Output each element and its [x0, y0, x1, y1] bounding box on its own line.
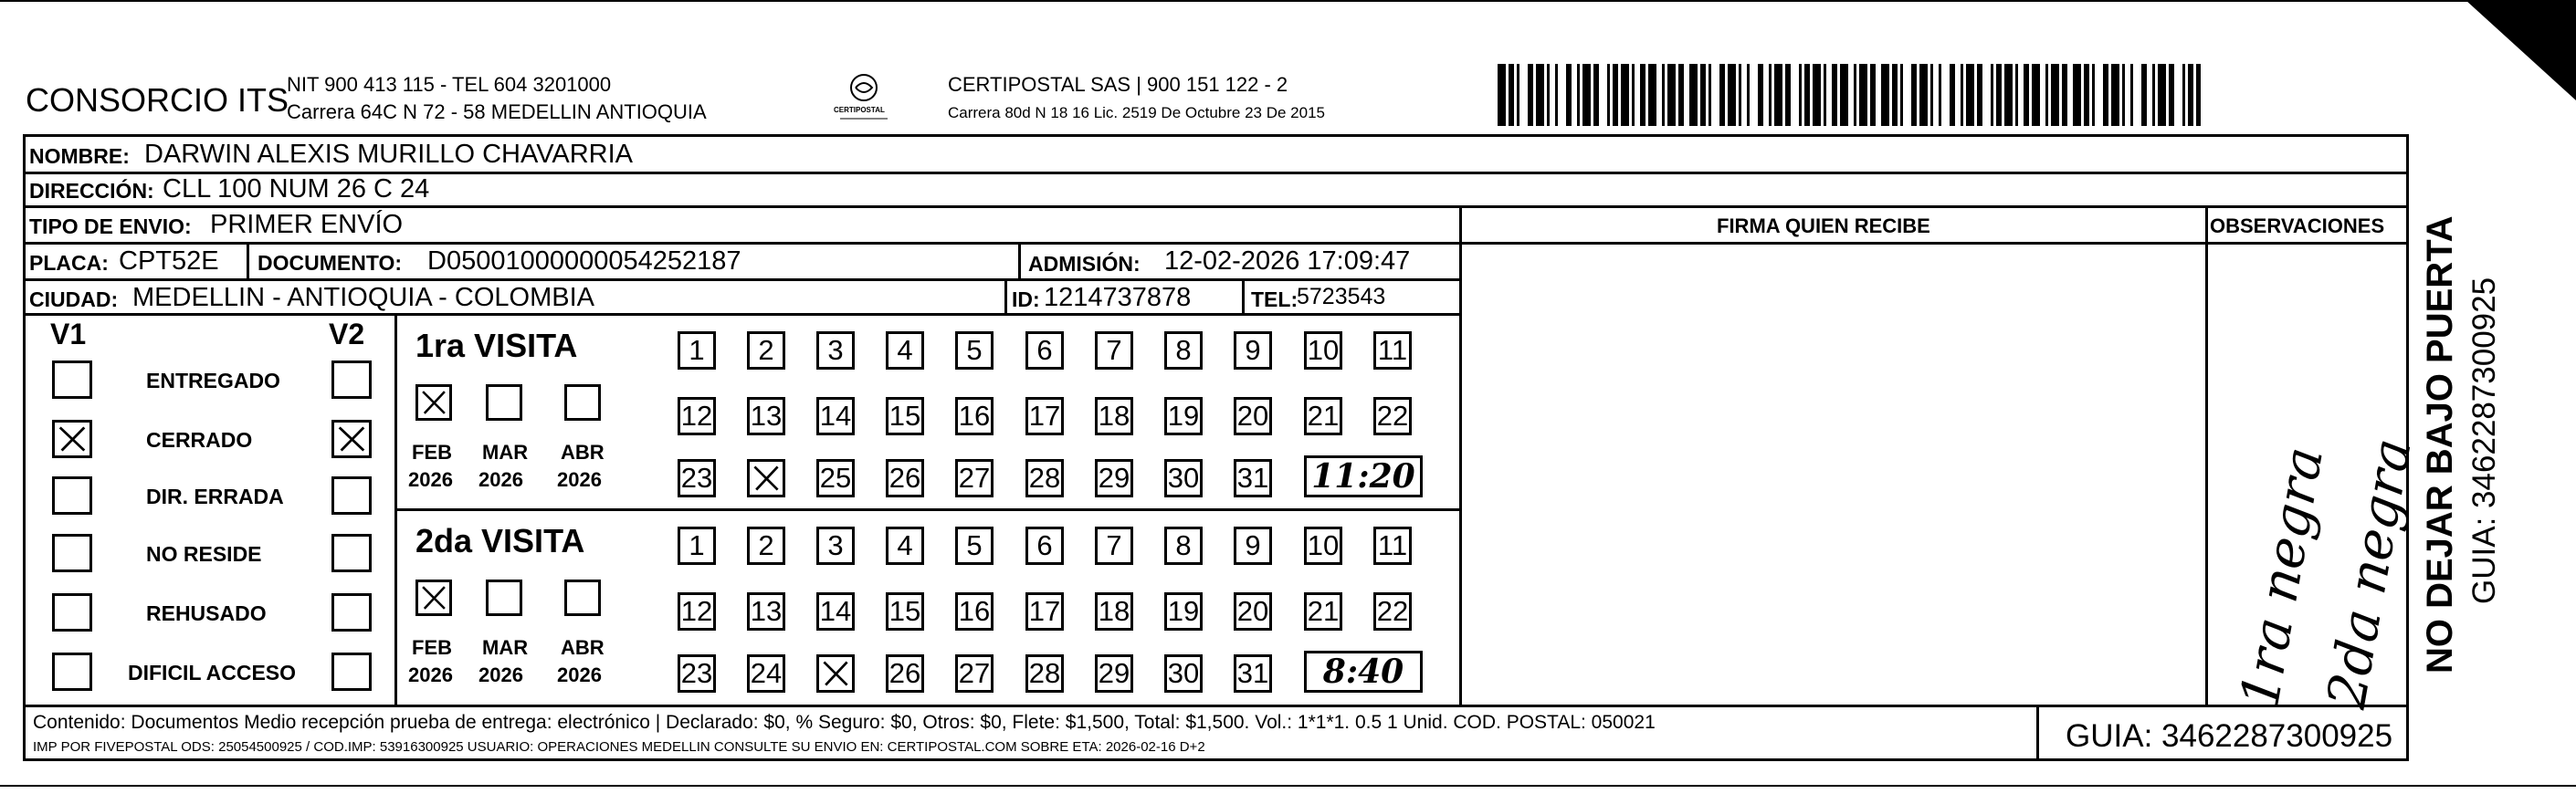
day-box[interactable]: 3 — [816, 331, 855, 370]
barcode-bar — [1785, 64, 1791, 126]
documento-value: D05001000000054252187 — [427, 246, 741, 276]
day-box[interactable]: 20 — [1234, 592, 1272, 631]
footer-print-info: IMP POR FIVEPOSTAL ODS: 25054500925 / COD.IMP: 53916300925 USUARIO: OPERACIONES MEDELLIN CONSULTE SU ENVIO EN: CERTIPOSTAL.COM SOBRE ETA: 2026-02-16 D+2 — [33, 739, 1205, 755]
tipo-envio-value: PRIMER ENVÍO — [210, 210, 404, 239]
logo-caption: CERTIPOSTAL — [834, 106, 885, 114]
page-bottom-edge — [0, 785, 2576, 787]
day-box[interactable] — [816, 654, 855, 693]
visit-month-label: MAR — [482, 441, 529, 464]
status-label: DIR. ERRADA — [146, 485, 284, 508]
day-box[interactable]: 23 — [678, 654, 716, 693]
placa-label: PLACA: — [29, 251, 109, 275]
footer-guia: GUIA: 3462287300925 — [2066, 718, 2393, 754]
day-box[interactable]: 31 — [1234, 459, 1272, 497]
direccion-value: CLL 100 NUM 26 C 24 — [163, 174, 430, 204]
barcode-bar — [2158, 64, 2166, 126]
visit-month-year: 2026 — [408, 468, 453, 491]
certipostal-line1: CERTIPOSTAL SAS | 900 151 122 - 2 — [948, 73, 1288, 96]
ciudad-label: CIUDAD: — [29, 287, 119, 311]
tel-label: TEL: — [1251, 287, 1299, 311]
barcode-bar — [1728, 64, 1736, 126]
status-checkbox-v2[interactable] — [331, 360, 372, 399]
ciudad-value: MEDELLIN - ANTIOQUIA - COLOMBIA — [132, 283, 594, 312]
company-address: Carrera 64C N 72 - 58 MEDELLIN ANTIOQUIA — [287, 100, 707, 123]
day-box[interactable]: 16 — [955, 592, 994, 631]
page-top-edge — [0, 0, 2502, 2]
tipo-envio-label: TIPO DE ENVIO: — [29, 214, 192, 238]
barcode-bar — [2092, 64, 2095, 126]
visit-month-checkbox[interactable] — [486, 580, 522, 616]
barcode-bar — [1977, 64, 1982, 126]
day-box[interactable]: 3 — [816, 527, 855, 565]
day-box[interactable]: 2 — [747, 527, 785, 565]
barcode-bar — [1854, 64, 1856, 126]
id-label: ID: — [1012, 287, 1040, 311]
day-box[interactable]: 11 — [1373, 331, 1412, 370]
placa-value: CPT52E — [119, 246, 219, 276]
day-box[interactable]: 26 — [886, 459, 924, 497]
day-box[interactable]: 9 — [1234, 527, 1272, 565]
day-box[interactable]: 30 — [1164, 459, 1203, 497]
side-guia: GUIA: 3462287300925 — [2466, 277, 2502, 604]
day-box[interactable]: 22 — [1373, 397, 1412, 435]
observaciones-label: OBSERVACIONES — [2210, 214, 2385, 237]
row-line — [23, 313, 1461, 316]
row-line — [23, 278, 1461, 281]
col-line — [247, 242, 249, 278]
barcode-bar — [1536, 64, 1544, 126]
day-box[interactable]: 13 — [747, 397, 785, 435]
barcode-bar — [1528, 64, 1533, 126]
barcode-bar — [1632, 64, 1635, 126]
col-line — [2205, 205, 2208, 705]
barcode-bar — [1747, 64, 1750, 126]
barcode-bar — [1892, 64, 1898, 126]
col-line — [1018, 242, 1021, 278]
day-box[interactable]: 19 — [1164, 592, 1203, 631]
barcode-bar — [2062, 64, 2067, 126]
documento-label: DOCUMENTO: — [258, 251, 403, 275]
day-box[interactable]: 21 — [1304, 592, 1342, 631]
status-checkbox-v2[interactable] — [331, 653, 372, 691]
row-line — [23, 205, 2409, 208]
status-checkbox-v1[interactable] — [52, 360, 92, 399]
barcode-bar — [2111, 64, 2119, 126]
day-box[interactable]: 28 — [1025, 654, 1064, 693]
visit-month-label: ABR — [561, 636, 605, 659]
status-checkbox-v2[interactable] — [331, 534, 372, 572]
id-value: 1214737878 — [1044, 283, 1192, 312]
day-box[interactable]: 6 — [1025, 527, 1064, 565]
barcode-bar — [1911, 64, 1917, 126]
day-box[interactable]: 18 — [1095, 592, 1133, 631]
barcode-bar — [1996, 64, 2002, 126]
company-name: CONSORCIO ITS — [26, 81, 289, 119]
status-checkbox-v1[interactable] — [52, 534, 92, 572]
barcode-bar — [1566, 64, 1572, 126]
barcode-bar — [1832, 64, 1837, 126]
day-box[interactable]: 14 — [816, 592, 855, 631]
side-warning: NO DEJAR BAJO PUERTA — [2420, 215, 2460, 674]
barcode-bar — [2073, 64, 2081, 126]
visit-month-label: FEB — [412, 636, 452, 659]
row-line — [23, 242, 2409, 245]
company-nit: NIT 900 413 115 - TEL 604 3201000 — [287, 73, 612, 96]
barcode-bar — [1709, 64, 1711, 126]
barcode-bar — [2045, 64, 2048, 126]
day-box[interactable]: 6 — [1025, 331, 1064, 370]
visit-month-checkbox[interactable] — [486, 384, 522, 421]
barcode-bar — [1799, 64, 1802, 126]
barcode-bar — [1555, 64, 1558, 126]
day-box[interactable]: 17 — [1025, 592, 1064, 631]
day-box[interactable]: 17 — [1025, 397, 1064, 435]
barcode-bar — [1919, 64, 1928, 126]
barcode-bar — [1813, 64, 1821, 126]
visit-month-checkbox[interactable] — [564, 580, 601, 616]
barcode-bar — [1804, 64, 1810, 126]
day-box[interactable]: 31 — [1234, 654, 1272, 693]
barcode-bar — [1547, 64, 1550, 126]
certipostal-line2: Carrera 80d N 18 16 Lic. 2519 De Octubre 23 De 2015 — [948, 104, 1325, 121]
col-line — [1004, 278, 1007, 313]
day-box[interactable]: 15 — [886, 397, 924, 435]
barcode-bar — [1881, 64, 1889, 126]
visit-title: 1ra VISITA — [415, 327, 578, 364]
nombre-label: NOMBRE: — [29, 144, 130, 168]
status-label: CERRADO — [146, 428, 253, 452]
day-box[interactable]: 30 — [1164, 654, 1203, 693]
day-box[interactable]: 7 — [1095, 527, 1133, 565]
col-line — [1459, 205, 1462, 705]
barcode-bar — [2196, 64, 2201, 126]
barcode — [1498, 64, 2201, 126]
day-box[interactable]: 10 — [1304, 527, 1342, 565]
barcode-bar — [1640, 64, 1645, 126]
barcode-bar — [1859, 64, 1867, 126]
day-box[interactable]: 21 — [1304, 397, 1342, 435]
visit-month-year: 2026 — [478, 663, 523, 686]
col-line — [2036, 705, 2039, 761]
barcode-bar — [2084, 64, 2089, 126]
barcode-bar — [1774, 64, 1782, 126]
barcode-bar — [1870, 64, 1876, 126]
barcode-bar — [1689, 64, 1698, 126]
barcode-bar — [2130, 64, 2133, 126]
visit-month-label: FEB — [412, 441, 452, 464]
barcode-bar — [1613, 64, 1618, 126]
day-box[interactable]: 19 — [1164, 397, 1203, 435]
visit-month-label: ABR — [561, 441, 605, 464]
day-box[interactable]: 29 — [1095, 459, 1133, 497]
barcode-bar — [1621, 64, 1629, 126]
day-box[interactable]: 14 — [816, 397, 855, 435]
barcode-bar — [1840, 64, 1848, 126]
day-box[interactable]: 8 — [1164, 527, 1203, 565]
day-box[interactable]: 23 — [678, 459, 716, 497]
day-box[interactable]: 27 — [955, 654, 994, 693]
visit-month-year: 2026 — [557, 468, 602, 491]
v1-label: V1 — [50, 318, 87, 350]
status-checkbox-v1[interactable] — [52, 653, 92, 691]
barcode-bar — [2188, 64, 2193, 126]
barcode-bar — [2182, 64, 2185, 126]
status-label: NO RESIDE — [146, 542, 262, 566]
barcode-bar — [1607, 64, 1610, 126]
day-box[interactable]: 18 — [1095, 397, 1133, 435]
day-box[interactable]: 11 — [1373, 527, 1412, 565]
visit-month-label: MAR — [482, 636, 529, 659]
visit-title: 2da VISITA — [415, 522, 585, 559]
barcode-bar — [1667, 64, 1676, 126]
status-label: REHUSADO — [146, 601, 267, 625]
day-box[interactable]: 20 — [1234, 397, 1272, 435]
barcode-bar — [1758, 64, 1763, 126]
barcode-bar — [2103, 64, 2108, 126]
visit-month-year: 2026 — [557, 663, 602, 686]
handwritten-observation-2: 2da negra — [2315, 434, 2424, 713]
barcode-bar — [2024, 64, 2029, 126]
corner-fold — [2466, 0, 2576, 100]
nombre-value: DARWIN ALEXIS MURILLO CHAVARRIA — [144, 140, 634, 169]
visit-month-checkbox[interactable] — [415, 580, 452, 616]
admision-label: ADMISIÓN: — [1028, 252, 1141, 276]
barcode-bar — [2169, 64, 2174, 126]
day-box[interactable]: 8 — [1164, 331, 1203, 370]
barcode-bar — [1498, 64, 1506, 126]
day-box[interactable]: 5 — [955, 527, 994, 565]
barcode-bar — [1950, 64, 1955, 126]
day-box[interactable]: 4 — [886, 527, 924, 565]
col-line — [394, 313, 397, 705]
day-box[interactable]: 10 — [1304, 331, 1342, 370]
status-checkbox-v2[interactable] — [331, 420, 372, 458]
barcode-bar — [1824, 64, 1826, 126]
day-box[interactable]: 12 — [678, 397, 716, 435]
day-box[interactable]: 13 — [747, 592, 785, 631]
status-label: ENTREGADO — [146, 369, 280, 392]
day-box[interactable]: 1 — [678, 331, 716, 370]
status-checkbox-v2[interactable] — [331, 476, 372, 515]
day-box[interactable]: 15 — [886, 592, 924, 631]
col-line — [1242, 278, 1245, 313]
day-box[interactable]: 29 — [1095, 654, 1133, 693]
barcode-bar — [1577, 64, 1580, 126]
row-line — [23, 705, 2409, 707]
barcode-bar — [2141, 64, 2147, 126]
firma-label: FIRMA QUIEN RECIBE — [1717, 214, 1930, 237]
barcode-bar — [2015, 64, 2018, 126]
barcode-bar — [2152, 64, 2155, 126]
tel-value: 5723543 — [1297, 284, 1386, 309]
day-box[interactable]: 25 — [816, 459, 855, 497]
v2-label: V2 — [329, 318, 365, 350]
row-line — [394, 508, 1461, 511]
day-box[interactable]: 4 — [886, 331, 924, 370]
barcode-bar — [2051, 64, 2059, 126]
day-box[interactable]: 7 — [1095, 331, 1133, 370]
day-box[interactable]: 12 — [678, 592, 716, 631]
day-box[interactable]: 22 — [1373, 592, 1412, 631]
day-box[interactable]: 5 — [955, 331, 994, 370]
footer-contents: Contenido: Documentos Medio recepción prueba de entrega: electrónico | Declarado: $0, % Seguro: $0, Otros: $0, Flete: $1,500, Total: $1,500. Vol.: 1*1*1. 0.5 1 Unid. COD. POSTAL: 050021 — [33, 712, 1656, 733]
day-box[interactable]: 26 — [886, 654, 924, 693]
barcode-bar — [1648, 64, 1656, 126]
day-box[interactable]: 16 — [955, 397, 994, 435]
barcode-bar — [1939, 64, 1941, 126]
admision-value: 12-02-2026 17:09:47 — [1164, 246, 1411, 276]
direccion-label: DIRECCIÓN: — [29, 179, 154, 203]
visit-month-year: 2026 — [408, 663, 453, 686]
visit-time-written: 8:40 — [1304, 651, 1423, 693]
day-box[interactable]: 24 — [747, 654, 785, 693]
certipostal-logo — [831, 71, 897, 126]
status-checkbox-v2[interactable] — [331, 593, 372, 632]
day-box[interactable] — [747, 459, 785, 497]
handwritten-observation-1: 1ra negra — [2228, 442, 2336, 713]
barcode-bar — [1900, 64, 1903, 126]
barcode-bar — [1991, 64, 1993, 126]
barcode-bar — [1517, 64, 1519, 126]
day-box[interactable]: 28 — [1025, 459, 1064, 497]
barcode-bar — [1966, 64, 1974, 126]
barcode-bar — [1662, 64, 1665, 126]
day-box[interactable]: 2 — [747, 331, 785, 370]
status-checkbox-v1[interactable] — [52, 476, 92, 515]
day-box[interactable]: 27 — [955, 459, 994, 497]
visit-month-checkbox[interactable] — [415, 384, 452, 421]
barcode-bar — [1930, 64, 1933, 126]
barcode-bar — [1739, 64, 1741, 126]
day-box[interactable]: 9 — [1234, 331, 1272, 370]
day-box[interactable]: 1 — [678, 527, 716, 565]
barcode-bar — [1582, 64, 1591, 126]
visit-month-year: 2026 — [478, 468, 523, 491]
barcode-bar — [1961, 64, 1963, 126]
barcode-bar — [1593, 64, 1599, 126]
status-checkbox-v1[interactable] — [52, 593, 92, 632]
visit-month-checkbox[interactable] — [564, 384, 601, 421]
barcode-bar — [1509, 64, 1514, 126]
status-checkbox-v1[interactable] — [52, 420, 92, 458]
barcode-bar — [2032, 64, 2040, 126]
barcode-bar — [1769, 64, 1772, 126]
barcode-bar — [1678, 64, 1684, 126]
barcode-bar — [1719, 64, 1725, 126]
barcode-bar — [2004, 64, 2013, 126]
visit-time-written: 11:20 — [1304, 455, 1423, 497]
barcode-bar — [1700, 64, 1706, 126]
barcode-bar — [2122, 64, 2125, 126]
status-label: DIFICIL ACCESO — [128, 661, 297, 684]
